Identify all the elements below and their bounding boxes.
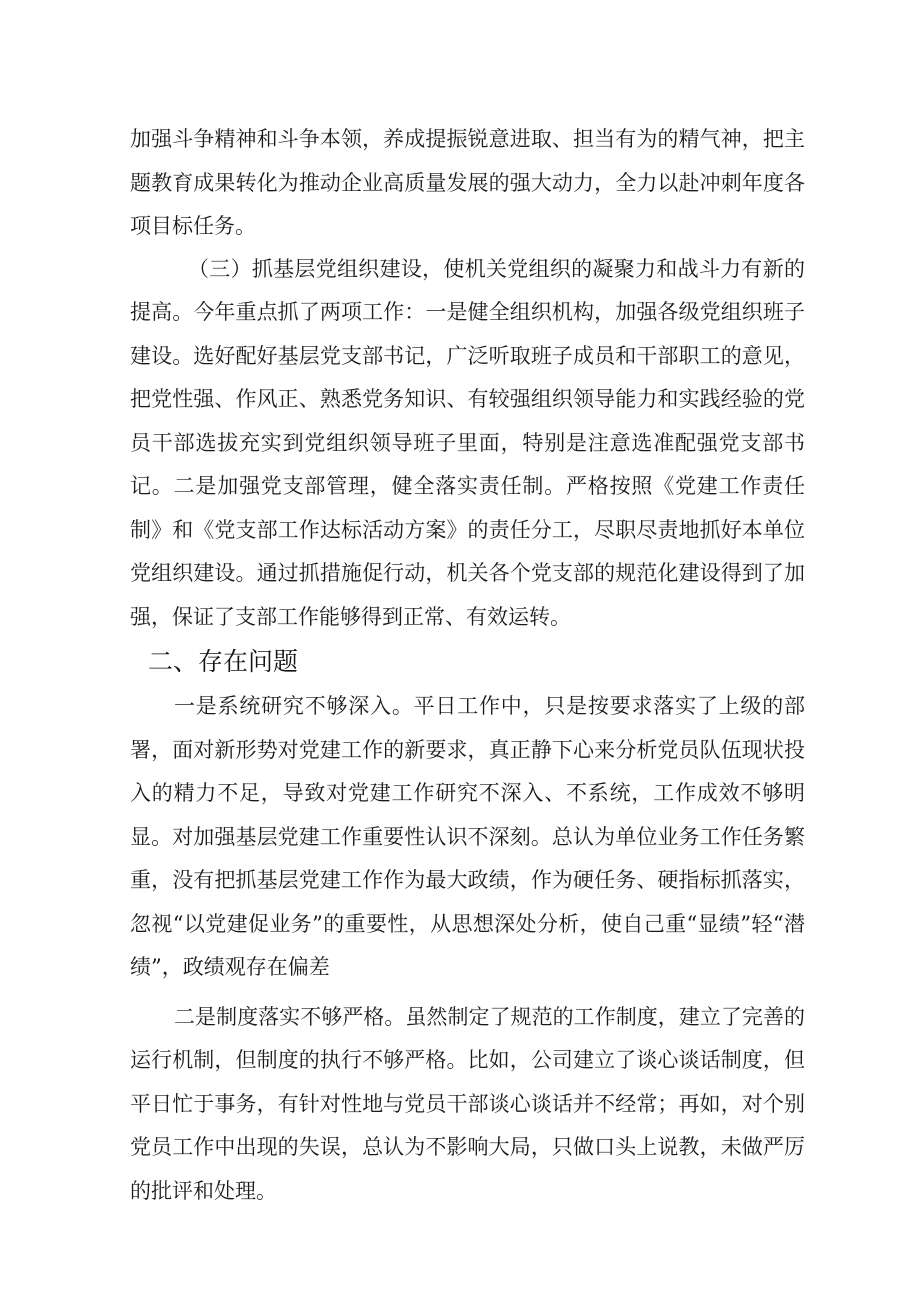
paragraph-problem-1: 一是系统研究不够深入。平日工作中，只是按要求落实了上级的部署，面对新形势对党建工作的新要求，真正静下心来分析党员队伍现状投入的精力不足，导致对党建工作研究不深入、不系统，工作成效不够明显。对加强基层党建工作重要性认识不深刻。总认为单位业务工作任务繁重，没有把抓基层党建工作作为最大政绩，作为硬任务、硬指标抓落实，忽视“以党建促业务”的重要性，从思想深处分析，使自己重“显绩”轻“潜绩”，政绩观存在偏差 [130, 694, 805, 979]
paragraph-section-3: （三）抓基层党组织建设，使机关党组织的凝聚力和战斗力有新的提高。今年重点抓了两项工作：一是健全组织机构，加强各级党组织班子建设。选好配好基层党支部书记，广泛听取班子成员和干部职工的意见，把党性强、作风正、熟悉党务知识、有较强组织领导能力和实践经验的党员干部选拔充实到党组织领导班子里面，特别是注意选准配强党支部书记。二是加强党支部管理，健全落实责任制。严格按照《党建工作责任制》和《党支部工作达标活动方案》的责任分工，尽职尽责地抓好本单位党组织建设。通过抓措施促行动，机关各个党支部的规范化建设得到了加强，保证了支部工作能够得到正常、有效运转。 [130, 256, 805, 629]
paragraph-intro: 加强斗争精神和斗争本领，养成提振锐意进取、担当有为的精气神，把主题教育成果转化为推动企业高质量发展的强大动力，全力以赴冲刺年度各项目标任务。 [130, 127, 805, 238]
document-page [130, 118, 805, 1213]
paragraph-problem-2: 二是制度落实不够严格。虽然制定了规范的工作制度，建立了完善的运行机制，但制度的执行不够严格。比如，公司建立了谈心谈话制度，但平日忙于事务，有针对性地与党员干部谈心谈话并不经常；再如，对个别党员工作中出现的失误，总认为不影响大局，只做口头上说教，未做严厉的批评和处理。 [130, 1004, 805, 1203]
section-heading-problems: 二、存在问题 [148, 647, 299, 676]
